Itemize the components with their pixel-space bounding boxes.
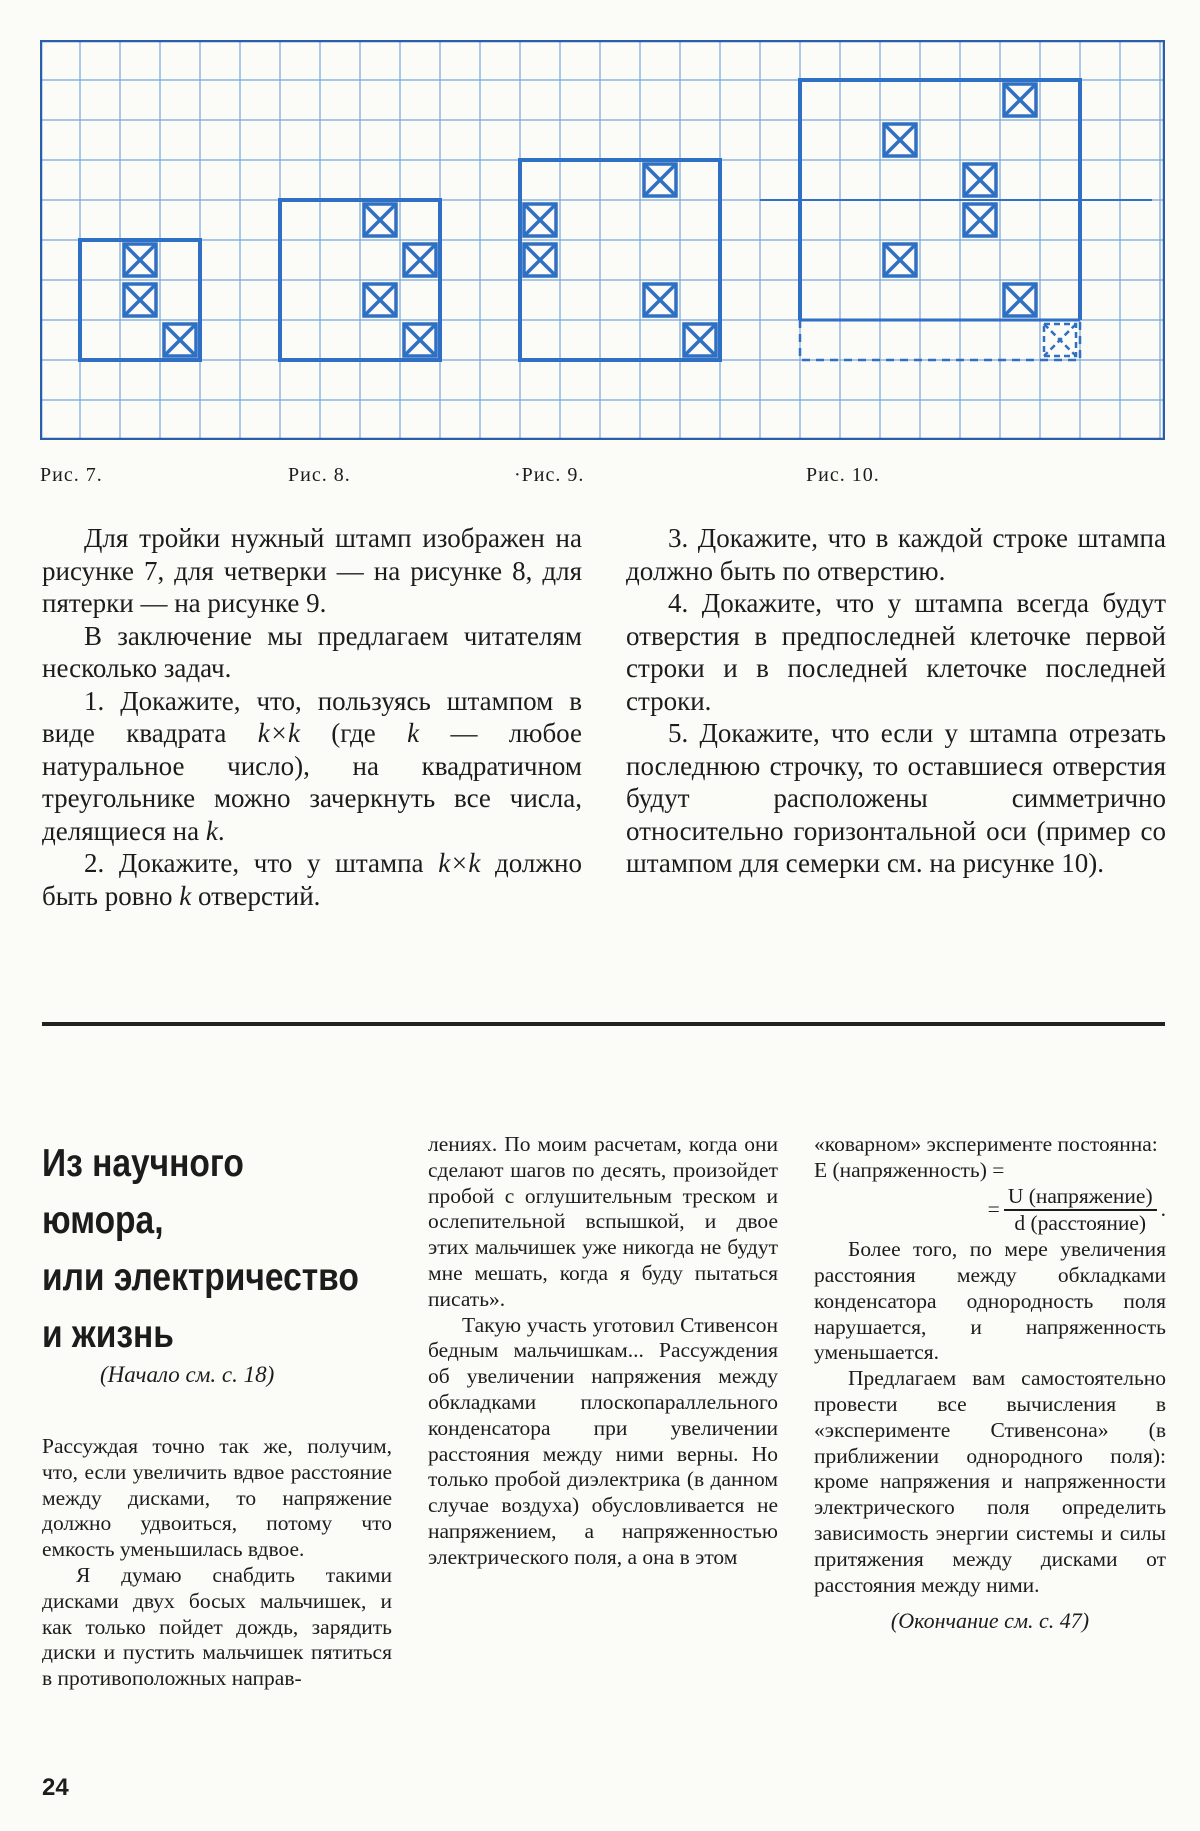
article-column-1: [42, 1434, 392, 1692]
paragraph-conclusion: В заключение мы предлагаем читателям несколько задач.: [42, 620, 582, 683]
formula-denominator: d (расстояние): [1014, 1211, 1147, 1236]
section-divider: [42, 1022, 1165, 1026]
stamp-figures-grid: [40, 40, 1165, 440]
article-paragraph: Такую участь уготовил Стивенсон бедным мальчишкам... Рассуждения об увеличении напряжения между обкладками плоскопараллельного конденсатора при увеличении расстояния между ними верны. Но только пробой диэлектрика (в данном случае воздуха) обусловливается не напряжением, а напряженностью электрического поля, а она в этом: [428, 1312, 778, 1569]
task-4: 4. Докажите, что у штампа всегда будут отверстия в предпоследней клеточке первой строки и в последней клеточке последней строки.: [626, 588, 1166, 716]
formula-lhs: E (напряженность) =: [814, 1157, 1005, 1182]
article-paragraph: Я думаю снабдить такими дисками двух босых мальчишек, и как только пойдет дождь, зарядить диски и пустить мальчишек пятиться в противоположных направ-: [42, 1562, 392, 1691]
article-column-3: [814, 1132, 1166, 1634]
formula-dot: .: [1160, 1197, 1166, 1222]
article-title: Из научного юмора, или электричество и жизнь: [42, 1142, 359, 1356]
field-strength-formula: [814, 1158, 1166, 1237]
page-number: 24: [42, 1774, 69, 1801]
task-2: 2. Докажите, что у штампа k×k должно быть ровно k отверстий.: [42, 848, 582, 911]
top-left-column: [42, 522, 582, 912]
formula-equals: =: [987, 1197, 1000, 1222]
paragraph-stamp-examples: Для тройки нужный штамп изображен на рисунке 7, для четверки — на рисунке 8, для пятерки — на рисунке 9.: [42, 523, 582, 618]
caption-fig-10: Рис. 10.: [806, 464, 880, 486]
top-right-column: [626, 522, 1166, 880]
continued-on-note: (Окончание см. с. 47): [890, 1608, 1090, 1634]
article-column-2: [428, 1132, 778, 1571]
article-paragraph: «коварном» эксперименте постоянна:: [814, 1132, 1158, 1156]
task-1: 1. Докажите, что, пользуясь штампом в виде квадрата k×k (где k — любое натуральное число), на квадратичном треугольнике можно зачеркнуть все числа, делящиеся на k.: [42, 685, 582, 846]
article-paragraph: Рассуждая точно так же, получим, что, если увеличить вдвое расстояние между дисками, то напряжение должно удвоиться, потому что емкость уменьшилась вдвое.: [42, 1434, 392, 1562]
caption-fig-9: ·Рис. 9.: [514, 464, 585, 486]
caption-fig-8: Рис. 8.: [288, 464, 351, 486]
article-paragraph: Предлагаем вам самостоятельно провести все вычисления в «эксперименте Стивенсона» (в приближении однородного поля): кроме напряжения и напряженности электрического поля определить зависимость энергии системы и силы притяжения между дисками от расстояния между ними.: [814, 1366, 1166, 1597]
formula-fraction: [1004, 1184, 1157, 1238]
article-paragraph: Более того, по мере увеличения расстояния между обкладками конденсатора однородность поля нарушается, и напряженность уменьшается.: [814, 1237, 1166, 1365]
article-paragraph: лениях. По моим расчетам, когда они сделают шагов по десять, произойдет пробой с оглушительным треском и ослепительной вспышкой, и двое этих мальчишек уже никогда не будут мне мешать, когда я буду пытаться писать».: [428, 1132, 778, 1311]
formula-numerator: U (напряжение): [1004, 1184, 1157, 1212]
continued-from-note: (Начало см. с. 18): [100, 1362, 275, 1387]
task-5: 5. Докажите, что если у штампа отрезать последнюю строчку, то оставшиеся отверстия будут расположены симметрично относительно горизонтальной оси (пример со штампом для семерки см. на рисунке 10).: [626, 718, 1166, 878]
task-3: 3. Докажите, что в каждой строке штампа должно быть по отверстию.: [626, 523, 1166, 586]
caption-fig-7: Рис. 7.: [40, 464, 103, 486]
